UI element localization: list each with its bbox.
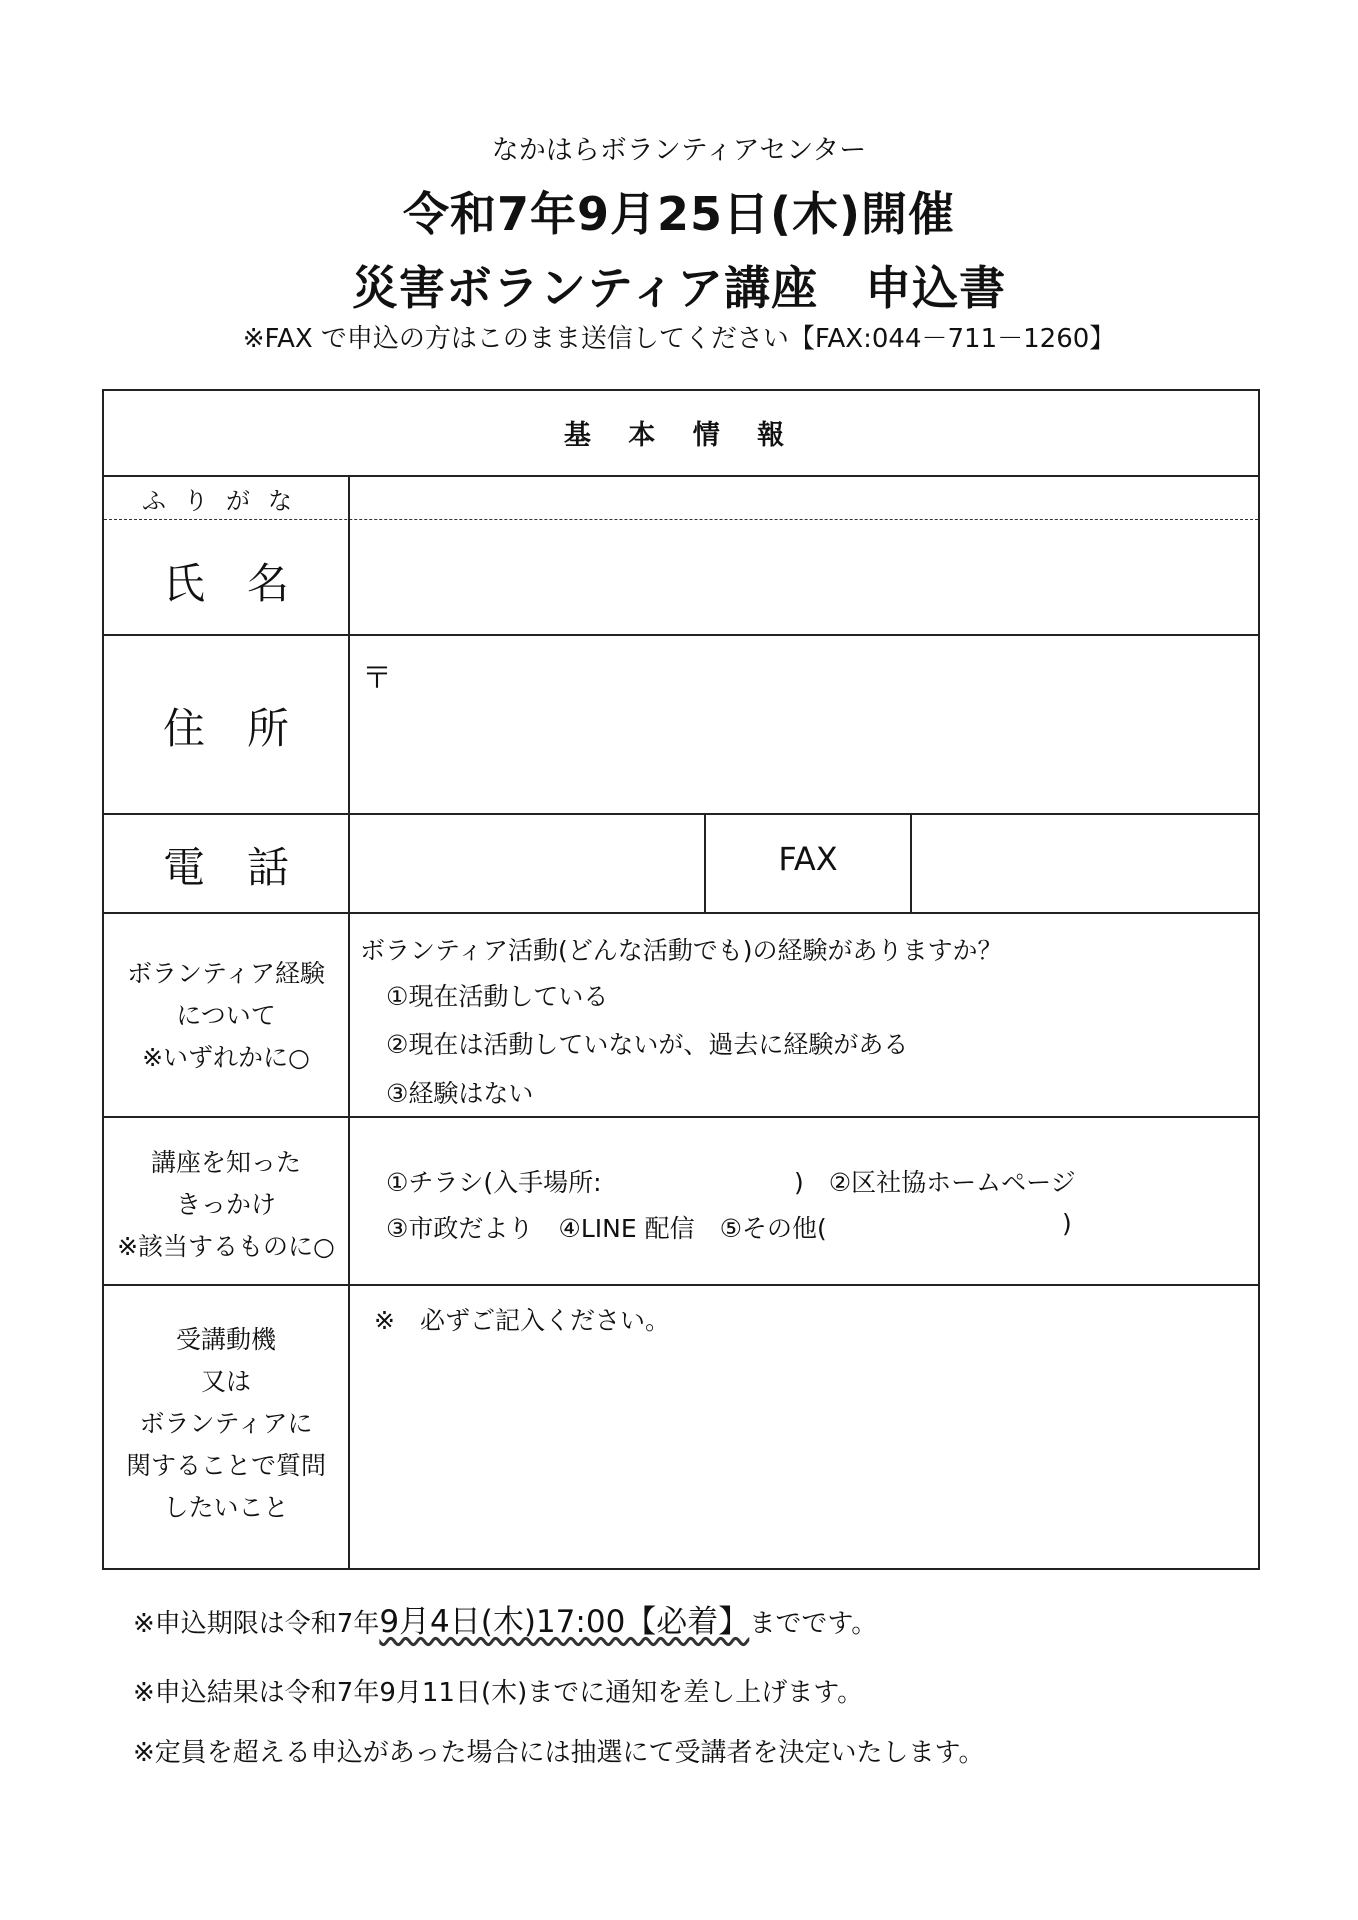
result-note: ※申込結果は令和7年9月11日(木)までに通知を差し上げます。 xyxy=(133,1678,864,1708)
source-options-line2[interactable]: ③市政だより ④LINE 配信 ⑤その他( xyxy=(386,1214,827,1243)
organization-name: なかはらボランティアセンター xyxy=(491,135,867,166)
fax-label: FAX xyxy=(778,840,838,878)
deadline-date: 9月4日(木)17:00【必着】 xyxy=(379,1604,750,1640)
phone-label: 電話 xyxy=(162,843,331,892)
fax-instruction: ※FAX で申込の方はこのまま送信してください【FAX:044－711－1260】 xyxy=(242,324,1116,354)
motivation-note: ※ 必ずご記入ください。 xyxy=(374,1306,670,1335)
experience-option-1[interactable]: ①現在活動している xyxy=(386,982,609,1011)
source-other-close: ) xyxy=(1062,1209,1072,1238)
phone-field[interactable] xyxy=(352,816,702,910)
deadline-note: ※申込期限は令和7年9月4日(木)17:00【必着】までです。 xyxy=(133,1604,878,1640)
furigana-label: ふりがな xyxy=(142,487,310,515)
source-option-website[interactable]: ) ②区社協ホームページ xyxy=(794,1168,1076,1197)
motivation-field[interactable] xyxy=(352,1341,1252,1566)
event-date-title: 令和7年9月25日(木)開催 xyxy=(402,187,956,241)
source-label: 講座を知った きっかけ ※該当するものに○ xyxy=(117,1148,335,1261)
experience-option-2[interactable]: ②現在は活動していないが、過去に経験がある xyxy=(386,1030,909,1059)
application-form xyxy=(102,389,1260,1570)
source-option-flyer[interactable]: ①チラシ(入手場所: xyxy=(386,1168,602,1197)
experience-label: ボランティア経験 について ※いずれかに○ xyxy=(126,959,325,1072)
postal-mark: 〒 xyxy=(362,661,392,696)
section-title: 基 本 情 報 xyxy=(563,420,799,451)
experience-option-3[interactable]: ③経験はない xyxy=(386,1079,534,1108)
furigana-field[interactable] xyxy=(352,477,1252,517)
lottery-note: ※定員を超える申込があった場合には抽選にて受講者を決定いたします。 xyxy=(133,1738,985,1768)
experience-question: ボランティア活動(どんな活動でも)の経験がありますか？ xyxy=(360,936,1003,965)
address-field[interactable] xyxy=(352,637,1252,811)
address-label: 住所 xyxy=(162,704,331,753)
name-field[interactable] xyxy=(352,522,1252,632)
fax-field[interactable] xyxy=(914,816,1254,910)
motivation-label: 受講動機 又は ボランティアに 関することで質問 したいこと xyxy=(125,1325,326,1522)
form-title: 災害ボランティア講座 申込書 xyxy=(351,261,1007,315)
name-label: 氏名 xyxy=(162,559,331,608)
